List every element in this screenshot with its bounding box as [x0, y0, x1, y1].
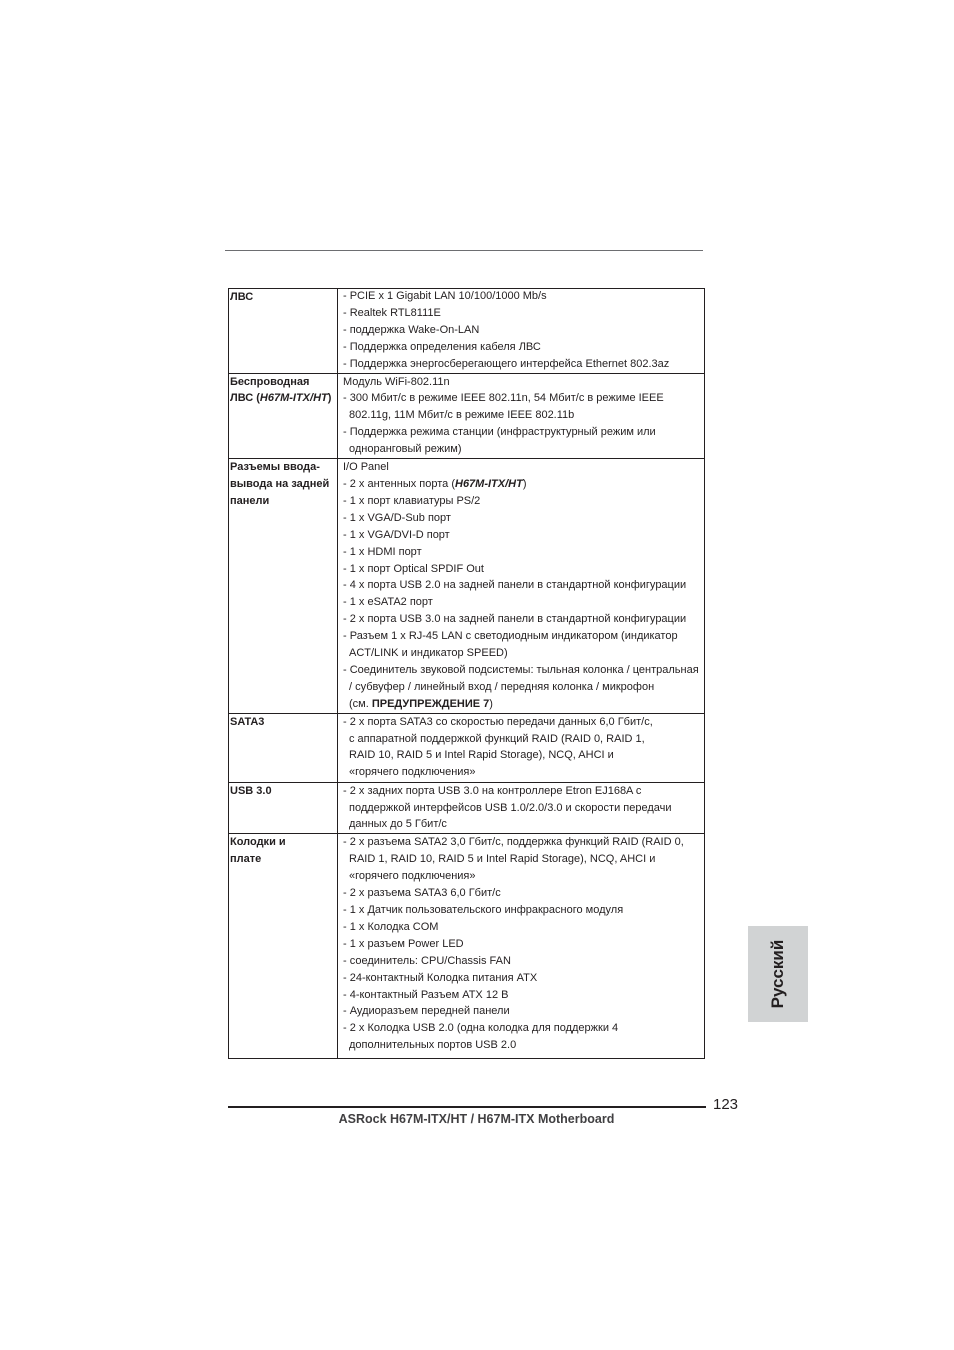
spec-row-rear-io — [229, 459, 705, 714]
spec-label-cell — [229, 289, 338, 374]
spec-label: Разъемы ввода- — [230, 461, 320, 474]
spec-value-line: - Поддержка определения кабеля ЛВС — [343, 340, 541, 353]
spec-value-line: - 2 x Колодка USB 2.0 (одна колодка для поддержки 4 — [343, 1022, 619, 1035]
spec-label: плате — [230, 853, 262, 866]
spec-label-cell — [229, 834, 338, 1059]
spec-value-cell — [338, 289, 705, 374]
spec-value-cell — [338, 459, 705, 714]
spec-value-line: - 1 x HDMI порт — [343, 545, 422, 558]
spec-value-line: - 1 x Датчик пользовательского инфракрасного модуля — [343, 904, 624, 916]
spec-table — [228, 288, 705, 1059]
model-name: H67M-ITX/HT — [259, 392, 328, 405]
spec-row-lan — [229, 289, 705, 374]
spec-value-line: - Realtek RTL8111E — [343, 306, 441, 319]
spec-value-line: данных до 5 Гбит/с — [349, 818, 447, 831]
spec-value-line: - 1 x разъем Power LED — [343, 937, 464, 950]
spec-value-line: / субвуфер / линейный вход / передняя колонка / микрофон — [349, 680, 655, 693]
spec-value-line: - 2 x порта SATA3 со скоростью передачи данных 6,0 Гбит/с, — [343, 715, 653, 728]
spec-label: ЛВС — [230, 291, 254, 303]
spec-value-line: - 1 x Колодка COM — [343, 920, 439, 933]
spec-value-line: поддержкой интерфейсов USB 1.0/2.0/3.0 и скорости передачи — [349, 801, 672, 814]
spec-label: SATA3 — [230, 715, 265, 728]
spec-value-line: - Аудиоразъем передней панели — [343, 1005, 510, 1018]
spec-label: Колодки и — [230, 836, 286, 849]
warning-reference: ПРЕДУПРЕЖДЕНИЕ 7 — [371, 697, 490, 710]
spec-row-usb3 — [229, 782, 705, 834]
spec-value-line: - 24-контактный Колодка питания ATX — [343, 971, 538, 984]
spec-row-wireless-lan — [229, 373, 705, 459]
spec-value-line: Модуль WiFi-802.11n — [343, 375, 450, 388]
spec-value-line: с аппаратной поддержкой функций RAID (RAID 0, RAID 1, — [349, 732, 645, 745]
footer-rule — [228, 1106, 706, 1108]
spec-value-line: - соединитель: CPU/Chassis FAN — [343, 954, 511, 967]
spec-value-line: «горячего подключения» — [349, 870, 476, 883]
spec-label: USB 3.0 — [230, 784, 272, 797]
spec-value-line: дополнительных портов USB 2.0 — [349, 1039, 517, 1052]
language-tab — [748, 926, 808, 1022]
spec-value-line: - 2 x антенных порта (H67M-ITX/HT) — [343, 477, 527, 490]
spec-value-line: - 1 x порт Optical SPDIF Out — [343, 562, 484, 575]
spec-value-line: - 1 x VGA/D-Sub порт — [343, 511, 451, 524]
spec-value-line: «горячего подключения» — [349, 766, 476, 779]
spec-value-cell — [338, 713, 705, 782]
spec-value-line: - 1 x VGA/DVI-D порт — [343, 528, 450, 541]
page-number: 123 — [713, 1096, 739, 1113]
spec-label: панели — [230, 494, 270, 507]
model-name: H67M-ITX/HT — [455, 477, 523, 490]
spec-value-line: - 4-контактный Разъем ATX 12 В — [343, 988, 509, 1001]
language-tab-label: Русский — [768, 939, 787, 1009]
spec-value-line: - 300 Мбит/с в режиме IEEE 802.11n, 54 Мбит/с в режиме IEEE — [343, 392, 664, 405]
spec-label: ЛВС (H67M-ITX/HT) — [230, 392, 332, 405]
footer-title: ASRock H67M-ITX/HT / H67M-ITX Motherboard — [338, 1112, 615, 1126]
spec-value-line: ACT/LINK и индикатор SPEED) — [349, 647, 508, 660]
spec-value-line: - Поддержка энергосберегающего интерфейса Ethernet 802.3az — [343, 357, 670, 370]
spec-value-line: - 4 x порта USB 2.0 на задней панели в стандартной конфигурации — [343, 579, 687, 592]
spec-value-line: - 1 x порт клавиатуры PS/2 — [343, 494, 481, 507]
spec-label-cell — [229, 782, 338, 834]
spec-value-line: RAID 10, RAID 5 и Intel Rapid Storage), NCQ, AHCI и — [349, 749, 614, 762]
spec-value-line: - Разъем 1 x RJ-45 LAN с светодиодным индикатором (индикатор — [343, 630, 678, 643]
spec-value-cell — [338, 834, 705, 1059]
spec-value-line: - поддержка Wake-On-LAN — [343, 323, 480, 336]
spec-value-cell — [338, 373, 705, 459]
spec-value-line: - 2 x задних порта USB 3.0 на контроллере Etron EJ168A с — [343, 784, 642, 797]
spec-value-line: 802.11g, 11M Мбит/с в режиме IEEE 802.11b — [349, 409, 575, 422]
spec-label-cell — [229, 459, 338, 714]
spec-value-line: - 2 x разъема SATA2 3,0 Гбит/с, поддержка функций RAID (RAID 0, — [343, 836, 684, 849]
spec-label: вывода на задней — [230, 477, 330, 490]
spec-label: Беспроводная — [230, 375, 310, 388]
spec-value-line: I/O Panel — [343, 461, 389, 474]
spec-value-line: - PCIE x 1 Gigabit LAN 10/100/1000 Mb/s — [343, 290, 547, 302]
spec-value-line: - 2 x разъема SATA3 6,0 Гбит/с — [343, 887, 501, 900]
spec-label-cell — [229, 373, 338, 459]
spec-value-cell — [338, 782, 705, 834]
spec-row-connectors — [229, 834, 705, 1059]
spec-label-cell — [229, 713, 338, 782]
spec-row-sata3 — [229, 713, 705, 782]
spec-value-line: одноранговый режим) — [349, 443, 462, 456]
spec-value-line: (см. ПРЕДУПРЕЖДЕНИЕ 7) — [349, 697, 493, 710]
spec-value-line: - 1 x eSATA2 порт — [343, 596, 433, 609]
spec-value-line: RAID 1, RAID 10, RAID 5 и Intel Rapid Storage), NCQ, AHCI и — [349, 853, 656, 866]
spec-value-line: - Соединитель звуковой подсистемы: тыльная колонка / центральная — [343, 663, 699, 676]
header-rule — [225, 250, 703, 251]
spec-value-line: - 2 x порта USB 3.0 на задней панели в стандартной конфигурации — [343, 613, 687, 626]
spec-value-line: - Поддержка режима станции (инфраструктурный режим или — [343, 426, 656, 439]
